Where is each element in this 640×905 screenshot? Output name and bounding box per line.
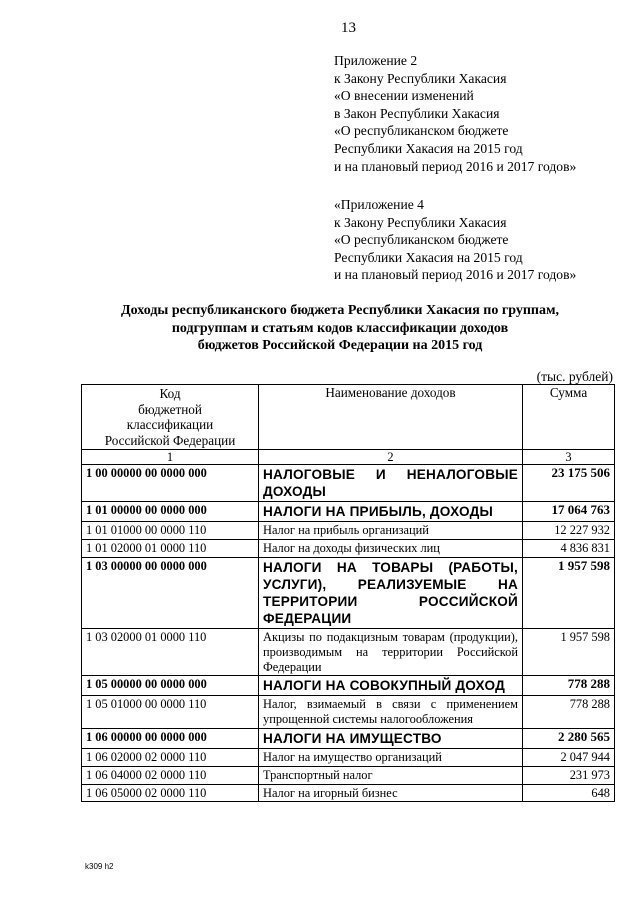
column-number: 2 <box>259 450 523 465</box>
table-row <box>82 522 615 540</box>
row-name: Налог на доходы физических лиц <box>259 540 523 558</box>
column-number: 1 <box>82 450 259 465</box>
appendix-line: «О республиканском бюджете <box>334 123 509 139</box>
header-code-line: Код <box>159 386 181 401</box>
row-code: 1 05 01000 00 0000 110 <box>82 696 259 729</box>
row-name: Акцизы по подакцизным товарам (продукции), производимым на территории Российской Федерации <box>259 628 523 675</box>
header-code <box>82 385 259 450</box>
row-name: Налог, взимаемый в связи с применением упрощенной системы налогообложения <box>259 696 523 729</box>
table-row <box>82 766 615 784</box>
appendix-line: Республики Хакасия на 2015 год <box>334 140 523 156</box>
table-row <box>82 540 615 558</box>
header-code-line: Российской Федерации <box>104 432 236 448</box>
document-title <box>80 302 600 355</box>
table-row <box>82 465 615 502</box>
appendix-line: Приложение 2 <box>334 53 418 68</box>
row-code: 1 01 01000 00 0000 110 <box>82 522 259 540</box>
row-code: 1 00 00000 00 0000 000 <box>82 465 259 502</box>
row-name: Налог на игорный бизнес <box>259 784 523 802</box>
title-line: Доходы республиканского бюджета Республики Хакасия по группам, <box>121 303 559 318</box>
row-name: Транспортный налог <box>259 766 523 784</box>
row-sum: 23 175 506 <box>523 465 615 502</box>
row-sum: 1 957 598 <box>523 628 615 675</box>
table-row <box>82 557 615 628</box>
column-number-row <box>82 450 615 465</box>
table-row <box>82 502 615 522</box>
row-code: 1 06 05000 02 0000 110 <box>82 784 259 802</box>
header-name: Наименование доходов <box>259 385 523 450</box>
row-code: 1 01 00000 00 0000 000 <box>82 502 259 522</box>
row-code: 1 06 02000 02 0000 110 <box>82 748 259 766</box>
row-name: Налог на прибыль организаций <box>259 522 523 540</box>
header-sum: Сумма <box>523 385 615 450</box>
row-sum: 2 280 565 <box>523 728 615 748</box>
table-header-row <box>82 385 615 450</box>
header-code-line: бюджетной <box>138 401 202 417</box>
row-sum: 648 <box>523 784 615 802</box>
page-number: 13 <box>341 20 356 36</box>
column-number: 3 <box>523 450 615 465</box>
header-code-line: классификации <box>126 417 214 433</box>
row-code: 1 05 00000 00 0000 000 <box>82 676 259 696</box>
appendix-2-header <box>334 52 576 175</box>
title-line: бюджетов Российской Федерации на 2015 год <box>197 338 483 353</box>
title-line: подгруппам и статьям кодов классификации доходов <box>171 320 509 336</box>
row-name: НАЛОГИ НА ПРИБЫЛЬ, ДОХОДЫ <box>259 502 523 522</box>
row-sum: 17 064 763 <box>523 502 615 522</box>
appendix-line: «О республиканском бюджете <box>334 232 509 248</box>
row-sum: 12 227 932 <box>523 522 615 540</box>
row-code: 1 06 00000 00 0000 000 <box>82 728 259 748</box>
row-name: НАЛОГИ НА СОВОКУПНЫЙ ДОХОД <box>259 676 523 696</box>
table-row <box>82 748 615 766</box>
row-code: 1 03 00000 00 0000 000 <box>82 557 259 628</box>
appendix-line: и на плановый период 2016 и 2017 годов» <box>334 158 577 174</box>
row-sum: 4 836 831 <box>523 540 615 558</box>
row-sum: 231 973 <box>523 766 615 784</box>
appendix-line: к Закону Республики Хакасия <box>334 70 507 86</box>
table-row <box>82 676 615 696</box>
appendix-line: в Закон Республики Хакасия <box>334 105 500 121</box>
row-sum: 1 957 598 <box>523 557 615 628</box>
row-name: НАЛОГОВЫЕ И НЕНАЛОГОВЫЕ ДОХОДЫ <box>259 465 523 502</box>
table-row <box>82 696 615 729</box>
footer-code: k309 h2 <box>85 862 114 871</box>
row-code: 1 01 02000 01 0000 110 <box>82 540 259 558</box>
appendix-line: Республики Хакасия на 2015 год <box>334 249 523 265</box>
row-name: Налог на имущество организаций <box>259 748 523 766</box>
appendix-line: и на плановый период 2016 и 2017 годов» <box>334 267 577 283</box>
row-name: НАЛОГИ НА ИМУЩЕСТВО <box>259 728 523 748</box>
appendix-line: «О внесении изменений <box>334 88 474 104</box>
appendix-line: к Закону Республики Хакасия <box>334 214 507 230</box>
row-name: НАЛОГИ НА ТОВАРЫ (РАБОТЫ, УСЛУГИ), РЕАЛИЗУЕМЫЕ НА ТЕРРИТОРИИ РОССИЙСКОЙ ФЕДЕРАЦИИ <box>259 557 523 628</box>
row-code: 1 06 04000 02 0000 110 <box>82 766 259 784</box>
row-code: 1 03 02000 01 0000 110 <box>82 628 259 675</box>
units-label: (тыс. рублей) <box>536 369 613 384</box>
income-table <box>81 384 615 802</box>
row-sum: 778 288 <box>523 696 615 729</box>
appendix-4-header <box>334 196 576 284</box>
row-sum: 778 288 <box>523 676 615 696</box>
table-row <box>82 628 615 675</box>
table-row <box>82 784 615 802</box>
row-sum: 2 047 944 <box>523 748 615 766</box>
table-row <box>82 728 615 748</box>
appendix-line: «Приложение 4 <box>334 197 424 212</box>
